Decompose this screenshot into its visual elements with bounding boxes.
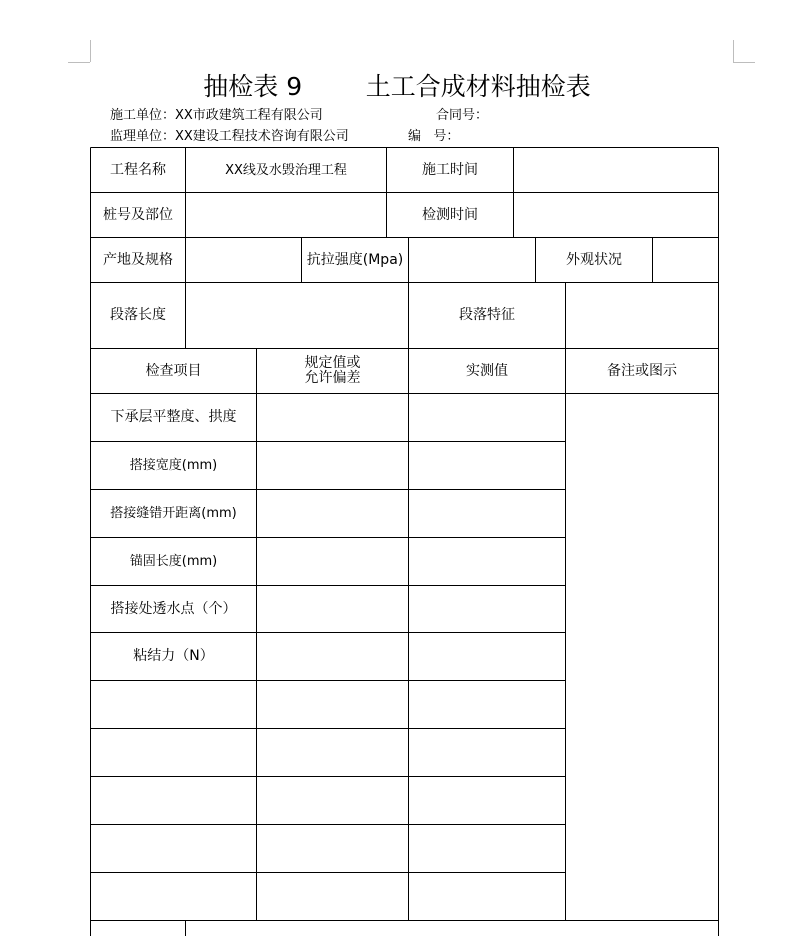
contract-number-label: 合同号： (436, 108, 489, 123)
construction-unit: 施工单位：XX市政建筑工程有限公司 (110, 108, 323, 123)
document-title: 抽检表 9 土工合成材料抽检表 (203, 72, 591, 101)
construction-time-label: 施工时间 (422, 161, 478, 178)
header-measured-value: 实测值 (466, 362, 508, 379)
inspection-item: 粘结力（N） (133, 648, 214, 664)
section-feature-value[interactable] (566, 283, 718, 348)
appearance-value[interactable] (653, 238, 718, 282)
inspection-item: 搭接处透水点（个） (110, 600, 237, 617)
inspection-item: 搭接宽度(mm) (129, 458, 218, 473)
origin-spec-value[interactable] (186, 238, 301, 282)
inspection-item: 下承层平整度、拱度 (110, 409, 237, 425)
construction-time-value[interactable] (514, 148, 718, 192)
project-name-label: 工程名称 (110, 161, 166, 178)
inspection-item: 锚固长度(mm) (129, 554, 218, 569)
station-location-label: 桩号及部位 (103, 206, 173, 223)
section-length-label: 段落长度 (110, 307, 166, 323)
project-name-value: XX线及水毁治理工程 (225, 162, 347, 178)
header-remarks: 备注或图示 (607, 362, 677, 379)
tensile-strength-value[interactable] (409, 238, 535, 282)
station-location-value[interactable] (186, 193, 386, 237)
inspection-item: 搭接缝错开距离(mm) (110, 506, 237, 521)
appearance-label: 外观状况 (566, 251, 622, 268)
serial-number-label: 编 号： (408, 129, 460, 144)
remarks-area[interactable] (566, 394, 718, 920)
inspection-time-value[interactable] (514, 193, 718, 237)
inspection-time-label: 检测时间 (422, 206, 478, 223)
origin-spec-label: 产地及规格 (103, 251, 173, 268)
section-feature-label: 段落特征 (459, 307, 515, 323)
supervision-unit: 监理单位：XX建设工程技术咨询有限公司 (110, 129, 349, 144)
header-spec-tolerance: 规定值或 允许偏差 (304, 355, 361, 386)
header-inspection-item: 检查项目 (145, 362, 202, 379)
tensile-strength-label: 抗拉强度(Mpa) (306, 251, 404, 268)
section-length-value[interactable] (186, 283, 408, 348)
